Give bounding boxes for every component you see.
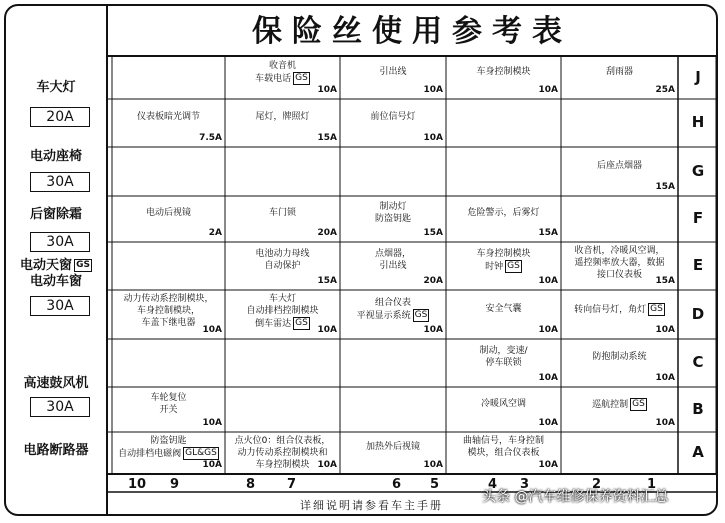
fuse-circuit-text: 动力传动系控制模块和: [237, 448, 328, 458]
fuse-circuit-label: [342, 111, 444, 123]
fuse-amperage: 10A: [538, 276, 558, 286]
fuse-cell: [112, 432, 225, 474]
left-fuse-headlamp: 20A: [30, 107, 90, 127]
fuse-amperage: 15A: [655, 182, 675, 192]
fuse-circuit-text: 引出线: [379, 66, 407, 77]
fuse-circuit-text: 组合仪表: [374, 297, 411, 308]
fuse-cell: [561, 242, 678, 290]
fuse-amperage: 2A: [208, 228, 222, 238]
fuse-cell: [112, 387, 225, 432]
row-label: D: [691, 304, 705, 323]
left-label-blower: 高速鼓风机: [23, 376, 89, 391]
left-label-circuit-breaker: 电路断路器: [23, 443, 89, 458]
left-label-power-window: 电动车窗: [29, 274, 82, 289]
fuse-cell: [340, 290, 446, 339]
fuse-cell: [340, 99, 446, 147]
fuse-amperage: 15A: [317, 133, 337, 143]
fuse-cell: [340, 196, 446, 242]
fuse-circuit-text: 防盗钥匙: [374, 214, 411, 224]
fuse-amperage: 10A: [423, 85, 443, 95]
fuse-circuit-label: [342, 66, 444, 78]
fuse-circuit-label: [448, 303, 559, 315]
fuse-circuit-label: [563, 303, 676, 316]
fuse-circuit-label: [227, 60, 338, 85]
fuse-cell: [112, 290, 225, 339]
fuse-amperage: 10A: [655, 418, 675, 428]
watermark: 头条 @汽车维修保养资料汇总: [482, 489, 669, 505]
gs-badge: GS: [632, 398, 645, 409]
fuse-cell: [340, 56, 446, 99]
fuse-circuit-text: 车身控制模块，: [136, 306, 200, 316]
row-label: F: [692, 209, 704, 227]
fuse-circuit-text: 时钟 GS: [485, 261, 520, 272]
fuse-amperage: 10A: [202, 325, 222, 335]
fuse-cell: [446, 339, 561, 387]
fuse-amperage: 10A: [423, 133, 443, 143]
fuse-circuit-text: 前位信号灯: [370, 112, 416, 122]
fuse-cell: [561, 56, 678, 99]
fuse-circuit-text: 停车联锁: [485, 358, 522, 368]
fuse-amperage: 20A: [423, 276, 443, 286]
column-label: 2: [592, 477, 602, 492]
fuse-circuit-text: 车身控制模块: [476, 249, 531, 259]
fuse-circuit-label: [563, 160, 676, 172]
fuse-circuit-label: [342, 248, 444, 272]
fuse-circuit-label: [448, 345, 559, 369]
fuse-circuit-label: [563, 398, 676, 411]
fuse-cell: [446, 242, 561, 290]
fuse-cell: [446, 56, 561, 99]
fuse-circuit-text: 收音机: [268, 60, 296, 71]
fuse-cell: [561, 290, 678, 339]
fuse-cell: [225, 56, 340, 99]
fuse-amperage: 15A: [538, 228, 558, 238]
column-label: 4: [488, 477, 498, 492]
fuse-circuit-text: 制动，变速/: [479, 346, 528, 356]
gs-badge: GS: [507, 261, 520, 271]
column-label: 1: [647, 477, 657, 492]
fuse-grid: [112, 56, 710, 474]
fuse-circuit-text: 自动排档控制模块: [246, 306, 319, 316]
fuse-circuit-text: 倒车雷达 GS: [255, 318, 308, 329]
fuse-amperage: 15A: [317, 276, 337, 286]
fuse-circuit-text: 后座点烟器: [596, 160, 642, 171]
gs-badge: GL&GS: [185, 448, 217, 458]
left-fuse-rear-defrost: 30A: [30, 232, 90, 252]
column-label: 5: [430, 477, 440, 492]
fuse-amperage: 10A: [538, 460, 558, 470]
fuse-circuit-label: [114, 435, 223, 460]
fuse-circuit-label: [114, 111, 223, 123]
fuse-circuit-label: [342, 441, 444, 453]
gs-badge: GS: [76, 260, 90, 270]
fuse-circuit-text: 尾灯，牌照灯: [255, 112, 310, 122]
fuse-circuit-text: 自动保护: [264, 261, 301, 271]
gs-badge: GS: [414, 309, 428, 320]
fuse-circuit-text: 电动后视镜: [145, 208, 191, 218]
fuse-cell: [225, 432, 340, 474]
fuse-amperage: 15A: [423, 228, 443, 238]
fuse-amperage: 20A: [317, 228, 337, 238]
left-fuse-power-seat: 30A: [30, 172, 90, 192]
fuse-amperage: 10A: [538, 325, 558, 335]
column-label: 9: [170, 477, 180, 492]
fuse-amperage: 10A: [538, 418, 558, 428]
fuse-circuit-text: 车门锁: [268, 208, 296, 218]
fuse-amperage: 7.5A: [199, 133, 222, 143]
left-label-power-seat: 电动座椅: [29, 149, 82, 164]
gs-badge: GS: [295, 72, 308, 83]
fuse-cell: [561, 339, 678, 387]
fuse-circuit-text: 防抱制动系统: [592, 352, 647, 362]
fuse-circuit-text: 冷暖风空调: [480, 398, 526, 409]
fuse-circuit-label: [227, 248, 338, 272]
fuse-circuit-label: [227, 111, 338, 123]
fuse-circuit-text: 加热外后视镜: [365, 442, 420, 452]
fuse-cell: [225, 196, 340, 242]
left-label-headlamp: 车大灯: [36, 80, 76, 95]
fuse-circuit-text: 接口仪表板: [596, 270, 642, 280]
gs-badge: GS: [295, 318, 308, 328]
fuse-cell: [446, 387, 561, 432]
fuse-circuit-text: 电池动力母线: [255, 249, 310, 259]
sunroof-label: 电动天窗: [20, 258, 73, 273]
fuse-circuit-text: 车大灯: [268, 294, 296, 304]
fuse-circuit-text: 制动灯: [379, 202, 407, 212]
fuse-amperage: 10A: [202, 460, 222, 470]
fuse-circuit-label: [448, 435, 559, 459]
fuse-circuit-label: [448, 207, 559, 219]
row-label: A: [692, 443, 704, 461]
footer-note: 详细说明请参看车主手册: [300, 499, 443, 512]
fuse-circuit-label: [563, 66, 676, 78]
column-label: 10: [128, 477, 147, 492]
column-label: 6: [392, 477, 402, 492]
fuse-circuit-text: 收音机，冷暖风空调，: [574, 246, 665, 256]
row-label: J: [695, 67, 701, 86]
fuse-circuit-text: 引出线: [379, 261, 407, 271]
column-label: 3: [520, 477, 530, 492]
fuse-cell: [446, 196, 561, 242]
fuse-circuit-text: 自动排档电磁阀 GL&GS: [118, 448, 217, 459]
page-title: 保险丝使用参考表: [252, 14, 572, 49]
fuse-circuit-text: 危险警示，后雾灯: [467, 208, 540, 218]
fuse-circuit-text: 转向信号灯，角灯 GS: [574, 303, 663, 315]
fuse-circuit-text: 安全气囊: [485, 303, 522, 314]
gs-badge: GS: [650, 303, 663, 314]
fuse-amperage: 10A: [317, 325, 337, 335]
fuse-circuit-text: 模块，组合仪表板: [467, 448, 540, 458]
left-fuse-blower: 30A: [30, 397, 90, 417]
fuse-cell: [112, 99, 225, 147]
fuse-amperage: 10A: [317, 85, 337, 95]
fuse-circuit-text: 点火位0：组合仪表板，: [234, 436, 331, 446]
row-label: C: [692, 353, 704, 371]
fuse-cell: [225, 242, 340, 290]
fuse-amperage: 10A: [538, 85, 558, 95]
fuse-circuit-text: 巡航控制 GS: [592, 398, 645, 410]
fuse-circuit-text: 点烟器，: [374, 249, 411, 259]
fuse-circuit-label: [114, 207, 223, 219]
fuse-circuit-text: 遥控频率放大器，数据: [574, 258, 665, 268]
fuse-circuit-text: 车身控制模块: [476, 66, 531, 77]
fuse-amperage: 15A: [655, 276, 675, 286]
fuse-amperage: 10A: [655, 373, 675, 383]
fuse-circuit-text: 车轮复位: [150, 392, 187, 403]
row-label: H: [691, 113, 705, 131]
fuse-circuit-label: [448, 248, 559, 273]
fuse-circuit-text: 车载电话 GS: [255, 72, 308, 84]
fuse-circuit-label: [342, 201, 444, 225]
row-label: B: [692, 399, 704, 418]
row-label: E: [692, 256, 704, 274]
fuse-circuit-text: 车身控制模块: [255, 460, 310, 470]
fuse-circuit-label: [227, 207, 338, 219]
fuse-circuit-text: 动力传动系控制模块，: [123, 294, 214, 304]
fuse-amperage: 10A: [317, 460, 337, 470]
fuse-amperage: 10A: [538, 373, 558, 383]
fuse-amperage: 10A: [423, 460, 443, 470]
fuse-cell: [340, 242, 446, 290]
left-fuse-sunroof-window: 30A: [30, 296, 90, 316]
fuse-cell: [112, 196, 225, 242]
fuse-cell: [225, 290, 340, 339]
fuse-circuit-label: [114, 392, 223, 416]
column-label: 7: [287, 477, 297, 492]
fuse-amperage: 25A: [655, 85, 675, 95]
fuse-circuit-label: [342, 297, 444, 322]
fuse-cell: [561, 147, 678, 196]
fuse-circuit-text: 车盖下继电器: [141, 318, 196, 328]
fuse-circuit-text: 开关: [159, 404, 178, 415]
fuse-cell: [340, 432, 446, 474]
fuse-cell: [225, 99, 340, 147]
fuse-circuit-text: 仪表板暗光调节: [136, 112, 200, 122]
fuse-circuit-text: 平视显示系统 GS: [356, 309, 428, 321]
fuse-circuit-text: 刮雨器: [605, 66, 633, 77]
fuse-cell: [446, 432, 561, 474]
left-label-rear-defrost: 后窗除霜: [29, 207, 82, 222]
fuse-amperage: 10A: [202, 418, 222, 428]
fuse-circuit-label: [448, 398, 559, 410]
fuse-amperage: 10A: [423, 325, 443, 335]
row-label: G: [691, 161, 705, 180]
column-label: 8: [246, 477, 256, 492]
fuse-circuit-text: 曲轴信号，车身控制: [462, 436, 544, 446]
fuse-amperage: 10A: [655, 325, 675, 335]
fuse-circuit-text: 防盗钥匙: [150, 436, 187, 446]
fuse-cell: [561, 387, 678, 432]
fuse-circuit-label: [448, 66, 559, 78]
fuse-circuit-label: [563, 351, 676, 363]
fuse-cell: [446, 290, 561, 339]
